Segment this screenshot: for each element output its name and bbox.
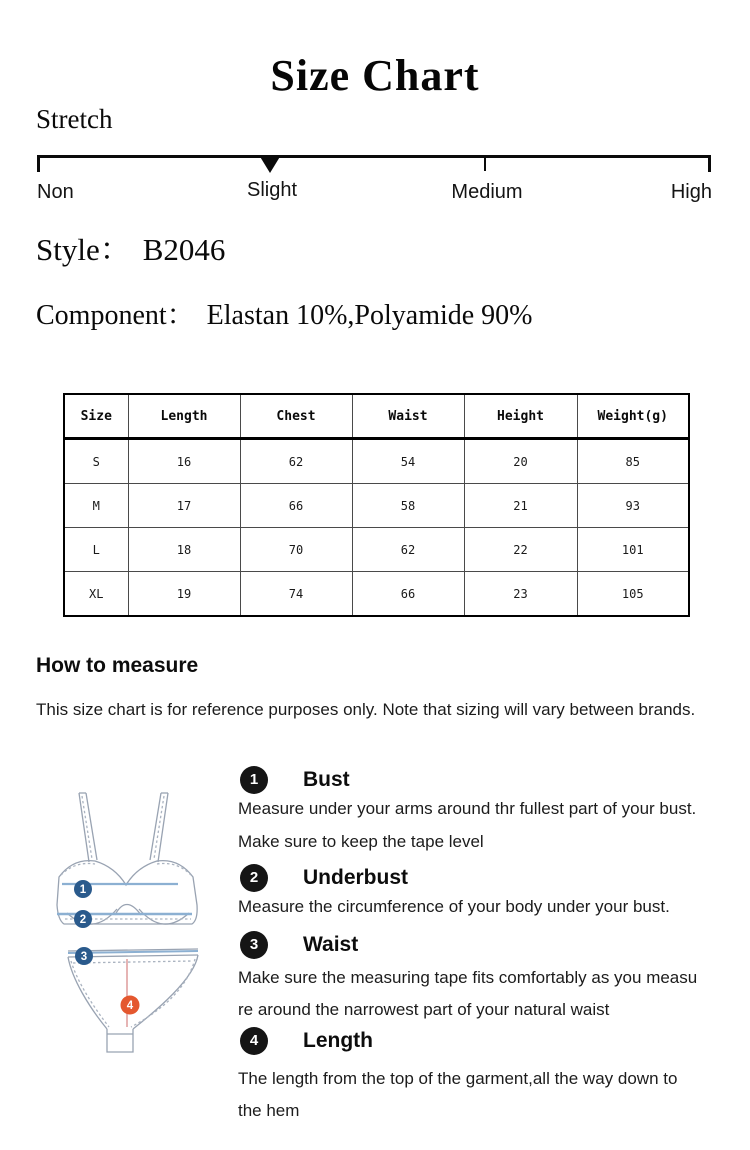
- table-cell: 20: [464, 439, 577, 484]
- measure-item-text: Measure the circumference of your body under your bust.: [238, 897, 670, 916]
- table-cell: 62: [240, 439, 352, 484]
- style-label: Style：: [36, 232, 131, 267]
- table-cell: 17: [128, 484, 240, 528]
- size-table: [63, 393, 690, 617]
- component-row: [36, 293, 533, 333]
- table-cell: 23: [464, 572, 577, 617]
- stretch-label: Stretch: [36, 104, 113, 134]
- measure-item-title: Underbust: [303, 866, 408, 889]
- measure-item-text: Make sure the measuring tape fits comfortably as you measu: [238, 968, 698, 987]
- numbered-circle-4-icon: 4: [240, 1027, 268, 1055]
- header-cell-size: Size: [64, 394, 128, 439]
- measure-item-text: Measure under your arms around thr fullest part of your bust.: [238, 799, 697, 818]
- marker-3-number: 3: [80, 951, 88, 963]
- table-cell: XL: [64, 572, 128, 617]
- table-cell: 74: [240, 572, 352, 617]
- measure-item-title: Waist: [303, 933, 359, 956]
- table-cell: 16: [128, 439, 240, 484]
- table-cell: M: [64, 484, 128, 528]
- table-cell: 18: [128, 528, 240, 572]
- stretch-scale-line: [37, 155, 711, 158]
- bra-and-panties-sketch: [45, 775, 215, 1070]
- table-cell: S: [64, 439, 128, 484]
- header-cell-waist: Waist: [352, 394, 464, 439]
- stretch-scale-right-tick: [708, 155, 711, 172]
- marker-2-number: 2: [79, 914, 87, 926]
- table-cell: 21: [464, 484, 577, 528]
- how-to-measure-heading: How to measure: [36, 654, 199, 677]
- stretch-scale-left-tick: [37, 155, 40, 172]
- page-title: Size Chart: [270, 51, 480, 100]
- stretch-level-slight: Slight: [246, 179, 298, 201]
- table-cell: 70: [240, 528, 352, 572]
- marker-4-number: 4: [126, 1000, 134, 1012]
- component-value: Elastan 10%,Polyamide 90%: [206, 300, 533, 331]
- measure-item-title: Length: [303, 1029, 373, 1052]
- table-row-xl: [64, 572, 689, 617]
- measure-item-text: The length from the top of the garment,all the way down to: [238, 1069, 678, 1088]
- measure-item-text: the hem: [238, 1101, 300, 1120]
- component-label: Component：: [36, 300, 195, 331]
- table-row-s: [64, 439, 689, 484]
- stretch-level-non: Non: [37, 181, 74, 203]
- stretch-level-medium: Medium: [451, 181, 523, 203]
- table-cell: 19: [128, 572, 240, 617]
- measure-item-text: re around the narrowest part of your natural waist: [238, 1000, 610, 1019]
- header-cell-height: Height: [464, 394, 577, 439]
- numbered-circle-3-icon: 3: [240, 931, 268, 959]
- stretch-level-high: High: [670, 181, 712, 203]
- table-cell: L: [64, 528, 128, 572]
- measure-item-text: Make sure to keep the tape level: [238, 832, 484, 851]
- stretch-scale-medium-tick: [484, 155, 486, 171]
- header-cell-weight: Weight(g): [577, 394, 689, 439]
- table-cell: 93: [577, 484, 689, 528]
- numbered-circle-1-icon: 1: [240, 766, 268, 794]
- style-value: B2046: [142, 232, 226, 267]
- table-cell: 85: [577, 439, 689, 484]
- stretch-marker-triangle-icon: [259, 155, 281, 173]
- table-cell: 58: [352, 484, 464, 528]
- table-cell: 105: [577, 572, 689, 617]
- style-row: [36, 224, 225, 269]
- header-cell-chest: Chest: [240, 394, 352, 439]
- table-row-l: [64, 528, 689, 572]
- header-cell-length: Length: [128, 394, 240, 439]
- reference-note: This size chart is for reference purposes only. Note that sizing will vary between brands.: [36, 700, 696, 719]
- table-cell: 66: [240, 484, 352, 528]
- numbered-circle-2-icon: 2: [240, 864, 268, 892]
- table-cell: 62: [352, 528, 464, 572]
- size-table-header-row: [64, 394, 689, 439]
- marker-1-number: 1: [79, 884, 87, 896]
- table-cell: 54: [352, 439, 464, 484]
- measure-item-title: Bust: [303, 768, 350, 791]
- table-cell: 66: [352, 572, 464, 617]
- table-cell: 101: [577, 528, 689, 572]
- table-cell: 22: [464, 528, 577, 572]
- table-row-m: [64, 484, 689, 528]
